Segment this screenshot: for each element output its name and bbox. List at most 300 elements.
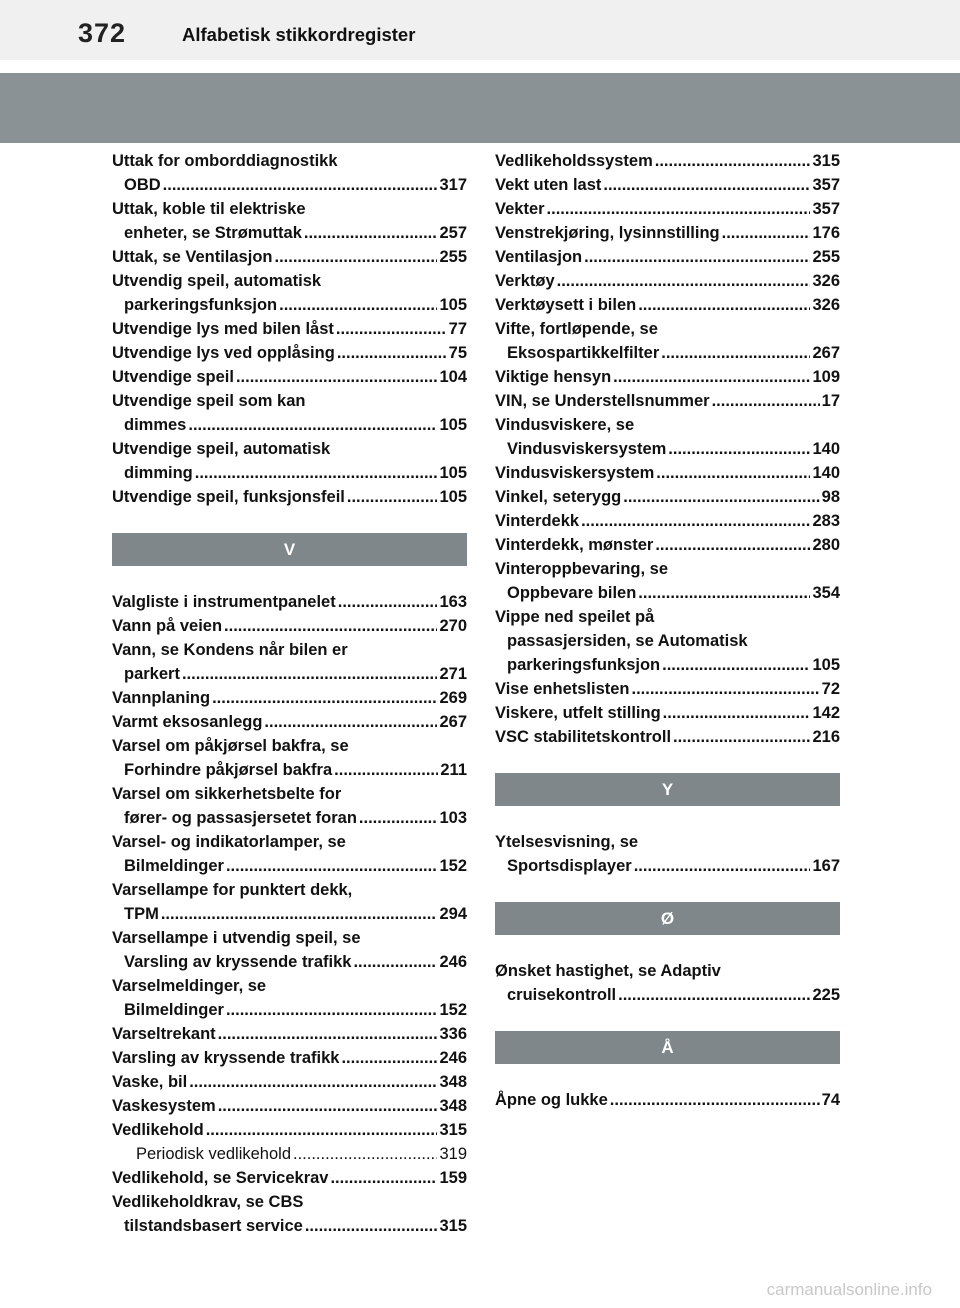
index-column-right [495,149,840,1112]
dot-leader [341,1046,437,1070]
index-entry [112,1166,467,1190]
index-entry-line [495,1088,840,1112]
index-term: Uttak for omborddiagnostikk [112,152,338,170]
index-entry [495,461,840,485]
page-reference: 105 [439,464,467,482]
index-term: Vekt uten last [495,176,602,194]
page-title: Alfabetisk stikkordregister [182,24,416,45]
index-entry [495,269,840,293]
page-reference: 255 [812,248,840,266]
index-term: Varsel om sikkerhetsbelte for [112,785,342,803]
page-reference: 317 [439,176,467,194]
dot-leader [163,173,438,197]
index-term: dimming [124,464,193,482]
index-term: Bilmeldinger [124,1001,224,1019]
index-entry [495,173,840,197]
index-entry-line [112,413,467,437]
dot-leader [336,317,447,341]
index-entry-line [112,614,467,638]
index-term: Varsel- og indikatorlamper, se [112,833,346,851]
dot-leader [623,485,819,509]
index-term: Varsellampe for punktert dekk, [112,881,353,899]
index-entry-line [112,197,467,221]
page-reference: 103 [439,809,467,827]
index-term: Utvendige lys ved opplåsing [112,344,335,362]
dot-leader [661,341,810,365]
index-entry-line [112,758,467,782]
index-entry-line [112,1118,467,1142]
dot-leader [224,614,437,638]
dot-leader [279,293,437,317]
index-term: VSC stabilitetskontroll [495,728,672,746]
index-term: Oppbevare bilen [507,584,637,602]
dot-leader [673,725,810,749]
index-term: Utvendige lys med bilen låst [112,320,334,338]
index-entry-line [495,677,840,701]
index-entry-line [112,782,467,806]
dot-leader [603,173,810,197]
page-reference: 163 [439,593,467,611]
index-entry [112,437,467,485]
index-term: Ytelsesvisning, se [495,833,639,851]
dot-leader [359,806,438,830]
dot-leader [338,590,438,614]
index-column-left [112,149,467,1238]
page-reference: 105 [812,656,840,674]
index-term: VIN, se Understellsnummer [495,392,710,410]
index-term: Vinteroppbevaring, se [495,560,668,578]
index-entry-line [495,317,840,341]
index-term: Vippe ned speilet på [495,608,655,626]
index-term: Varsel om påkjørsel bakfra, se [112,737,349,755]
index-term: Åpne og lukke [495,1091,608,1109]
dot-leader [218,1094,438,1118]
index-entry-line [112,293,467,317]
index-term: Vindusviskersystem [507,440,667,458]
index-entry-line [495,485,840,509]
dot-leader [274,245,437,269]
index-term: parkeringsfunksjon [124,296,278,314]
index-entry [112,317,467,341]
dot-leader [188,413,437,437]
dot-leader [634,854,811,878]
index-entry [112,974,467,1022]
index-entry [112,638,467,686]
index-term: Utvendige speil, automatisk [112,440,331,458]
dot-leader [581,509,810,533]
index-term: Vedlikeholdssystem [495,152,653,170]
index-term: Vinterdekk [495,512,580,530]
index-term: Varsling av kryssende trafikk [112,1049,340,1067]
index-entry-line [495,365,840,389]
index-entry-line [495,701,840,725]
index-term: Utvendige speil [112,368,234,386]
index-entry [495,221,840,245]
index-entry [112,734,467,782]
page-reference: 319 [439,1145,467,1163]
page-reference: 271 [439,665,467,683]
page-reference: 109 [812,368,840,386]
index-term: Vann på veien [112,617,223,635]
index-entry [112,1022,467,1046]
dot-leader [584,245,810,269]
index-entry-line [495,341,840,365]
dot-leader [655,533,810,557]
dot-leader [632,677,820,701]
index-entry [495,533,840,557]
index-entry-line [112,485,467,509]
index-term: Vannplaning [112,689,211,707]
index-entry-line [495,653,840,677]
index-entry [495,293,840,317]
index-term: enheter, se Strømuttak [124,224,302,242]
index-term: Vekter [495,200,545,218]
dot-leader [722,221,811,245]
page-reference: 140 [812,440,840,458]
index-entry-line [495,173,840,197]
index-entry [112,1070,467,1094]
index-entry [495,830,840,878]
index-entry [112,341,467,365]
index-term: Utvendige speil som kan [112,392,306,410]
index-term: parkert [124,665,180,683]
page-reference: 105 [439,488,467,506]
index-term: Uttak, koble til elektriske [112,200,306,218]
dot-leader [161,902,438,926]
page-reference: 257 [439,224,467,242]
index-term: Valgliste i instrumentpanelet [112,593,336,611]
dot-leader [206,1118,438,1142]
dot-leader [638,293,810,317]
index-entry-line [112,437,467,461]
index-entry [112,926,467,974]
index-entry [495,317,840,365]
section-letter-bar: V [112,533,467,566]
index-term: Vinkel, seterygg [495,488,622,506]
index-entry [112,1190,467,1238]
index-term: Vedlikeholdkrav, se CBS [112,1193,304,1211]
index-term: Vaskesystem [112,1097,216,1115]
dot-leader [305,1214,438,1238]
page-reference: 294 [439,905,467,923]
dot-leader [663,701,811,725]
dot-leader [195,461,438,485]
index-entry [495,413,840,461]
dot-leader [182,662,438,686]
index-entry [495,605,840,677]
index-term: Venstrekjøring, lysinnstilling [495,224,720,242]
index-entry-line [495,269,840,293]
index-entry-line [112,1022,467,1046]
index-term: passasjersiden, se Automatisk [507,632,748,650]
page-reference: 152 [439,1001,467,1019]
index-entry-line [112,590,467,614]
index-entry-line [112,221,467,245]
index-entry-line [112,1214,467,1238]
index-entry [112,878,467,926]
dot-leader [212,686,437,710]
index-entry-line [112,638,467,662]
page-reference: 17 [821,392,840,410]
dot-leader [330,1166,437,1190]
index-term: Vaske, bil [112,1073,188,1091]
index-entry-line [112,878,467,902]
index-entry-line [112,854,467,878]
index-entry-line [495,581,840,605]
page-reference: 348 [439,1073,467,1091]
index-entry-line [112,1046,467,1070]
index-entry-line [112,734,467,758]
page-reference: 77 [448,320,467,338]
index-term: Forhindre påkjørsel bakfra [124,761,333,779]
index-entry-line [112,902,467,926]
dot-leader [347,485,438,509]
page-reference: 315 [439,1121,467,1139]
index-entry-line [495,533,840,557]
index-entry [495,365,840,389]
index-term: Bilmeldinger [124,857,224,875]
dot-leader [189,1070,437,1094]
index-entry [112,1094,467,1118]
section-letter-bar: Ø [495,902,840,935]
index-entry-line [495,830,840,854]
index-entry-line [112,365,467,389]
index-entry-line [112,710,467,734]
index-entry-line [112,998,467,1022]
index-entry-line [112,1166,467,1190]
dot-leader [226,998,438,1022]
page-reference: 140 [812,464,840,482]
index-entry [112,365,467,389]
index-entry [495,389,840,413]
section-letter-bar: Y [495,773,840,806]
page-reference: 176 [812,224,840,242]
index-entry-line [112,830,467,854]
index-entry [495,557,840,605]
index-term: Vann, se Kondens når bilen er [112,641,348,659]
dot-leader [712,389,820,413]
page-reference: 74 [821,1091,840,1109]
page-reference: 159 [439,1169,467,1187]
page-reference: 105 [439,296,467,314]
index-entry [495,149,840,173]
index-entry [112,269,467,317]
index-term: Ventilasjon [495,248,583,266]
page-reference: 326 [812,272,840,290]
watermark: carmanualsonline.info [766,1280,932,1299]
index-term: Ønsket hastighet, se Adaptiv [495,962,721,980]
index-entry-line [112,341,467,365]
page-reference: 336 [439,1025,467,1043]
dot-leader [668,437,810,461]
index-entry-line [112,806,467,830]
index-term: Eksospartikkelfilter [507,344,660,362]
index-term: Viktige hensyn [495,368,612,386]
index-term: Varseltrekant [112,1025,216,1043]
index-entry-line [495,959,840,983]
index-term: Uttak, se Ventilasjon [112,248,273,266]
dot-leader [638,581,810,605]
index-term: OBD [124,176,161,194]
index-term: Utvendig speil, automatisk [112,272,322,290]
index-entry-line [112,317,467,341]
dot-leader [337,341,447,365]
page-reference: 142 [812,704,840,722]
index-entry-line [112,173,467,197]
page-reference: 357 [812,200,840,218]
dot-leader [557,269,811,293]
index-term: Vedlikehold, se Servicekrav [112,1169,329,1187]
dot-leader [656,461,810,485]
page-reference: 348 [439,1097,467,1115]
page-reference: 326 [812,296,840,314]
index-term: Varselmeldinger, se [112,977,267,995]
index-term: Varmt eksosanlegg [112,713,263,731]
page-reference: 246 [439,1049,467,1067]
dot-leader [618,983,810,1007]
page-reference: 211 [440,761,467,779]
index-entry [112,149,467,197]
index-entry [495,677,840,701]
index-entry-line [112,149,467,173]
index-entry [112,485,467,509]
index-term: Vindusviskersystem [495,464,655,482]
index-term: Verktøysett i bilen [495,296,637,314]
index-entry-line [495,389,840,413]
index-entry-line [112,950,467,974]
page-reference: 104 [439,368,467,386]
index-entry-line [495,605,840,629]
page-reference: 75 [448,344,467,362]
header-banner [0,73,960,143]
index-term: Verktøy [495,272,555,290]
index-entry [112,830,467,878]
index-term: dimmes [124,416,187,434]
page-number: 372 [78,18,127,48]
page-reference: 267 [439,713,467,731]
index-entry [495,509,840,533]
page-reference: 216 [812,728,840,746]
page-reference: 270 [439,617,467,635]
page-header-strip [0,0,960,60]
index-entry-line [495,245,840,269]
index-subentry [112,1142,467,1166]
page-reference: 354 [812,584,840,602]
page-reference: 269 [439,689,467,707]
index-term: Vindusviskere, se [495,416,635,434]
index-term: Vedlikehold [112,1121,204,1139]
page-reference: 280 [812,536,840,554]
page-reference: 98 [821,488,840,506]
page-reference: 105 [439,416,467,434]
index-entry-line [112,245,467,269]
index-term: Sportsdisplayer [507,857,632,875]
index-entry-line [495,557,840,581]
index-entry-line [495,293,840,317]
index-entry [112,590,467,614]
index-entry-line [495,413,840,437]
index-entry [112,782,467,830]
index-term: Vise enhetslisten [495,680,630,698]
index-entry [112,1046,467,1070]
dot-leader [613,365,810,389]
page-reference: 283 [812,512,840,530]
page-reference: 267 [812,344,840,362]
index-term: tilstandsbasert service [124,1217,303,1235]
index-entry-line [112,1142,467,1166]
index-entry-line [495,725,840,749]
page-reference: 357 [812,176,840,194]
dot-leader [334,758,438,782]
index-entry-line [495,221,840,245]
index-entry-line [495,149,840,173]
dot-leader [218,1022,438,1046]
index-entry-line [112,686,467,710]
index-entry [112,245,467,269]
index-term: Viskere, utfelt stilling [495,704,661,722]
index-entry-line [112,1094,467,1118]
dot-leader [264,710,437,734]
page-reference: 246 [439,953,467,971]
index-entry [112,197,467,245]
index-entry [112,614,467,638]
index-entry [112,1118,467,1142]
index-entry [495,959,840,1007]
index-entry-line [495,437,840,461]
page-reference: 167 [812,857,840,875]
index-entry-line [495,509,840,533]
index-entry [495,725,840,749]
index-entry [495,245,840,269]
index-term: Vinterdekk, mønster [495,536,654,554]
index-entry [495,197,840,221]
page-reference: 152 [439,857,467,875]
index-entry-line [495,461,840,485]
section-letter-bar: Å [495,1031,840,1064]
index-entry-line [112,389,467,413]
page-reference: 225 [812,986,840,1004]
index-entry-line [112,461,467,485]
index-entry [112,686,467,710]
dot-leader [226,854,438,878]
dot-leader [655,149,811,173]
dot-leader [662,653,810,677]
index-entry [495,701,840,725]
index-entry-line [495,197,840,221]
index-term: Vifte, fortløpende, se [495,320,658,338]
index-term: Periodisk vedlikehold [136,1145,292,1163]
page-reference: 255 [439,248,467,266]
dot-leader [353,950,437,974]
dot-leader [610,1088,820,1112]
index-entry [495,1088,840,1112]
page-reference: 315 [812,152,840,170]
index-entry [112,710,467,734]
index-entry-line [495,629,840,653]
index-entry-line [112,1190,467,1214]
index-entry-line [112,974,467,998]
dot-leader [304,221,438,245]
page-reference: 315 [439,1217,467,1235]
page-reference: 72 [821,680,840,698]
dot-leader [236,365,438,389]
index-entry-line [112,1070,467,1094]
dot-leader [547,197,811,221]
index-entry [495,485,840,509]
dot-leader [293,1142,437,1166]
index-term: cruisekontroll [507,986,617,1004]
index-entry-line [112,269,467,293]
